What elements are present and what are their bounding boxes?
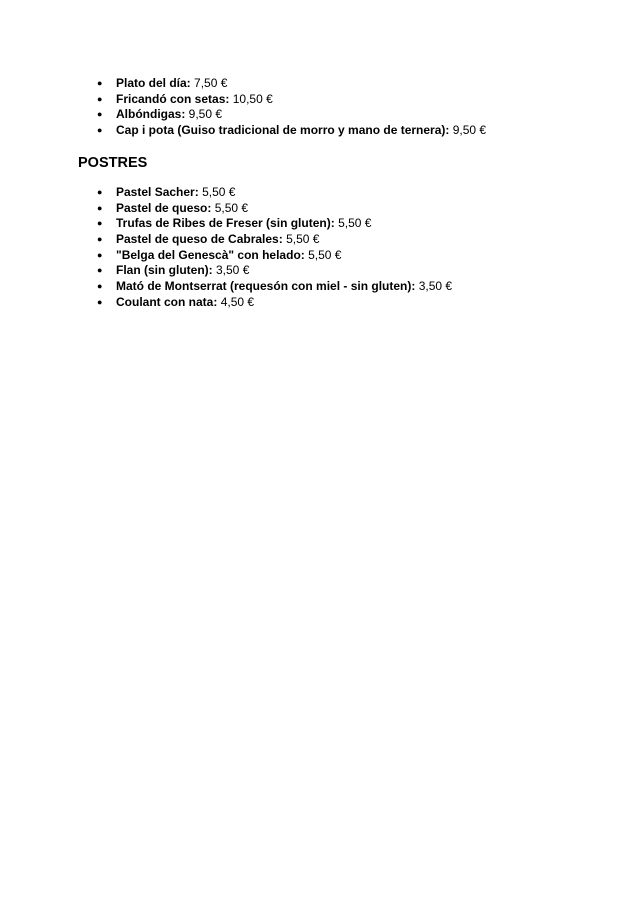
bullet-icon: ● — [97, 265, 103, 276]
section-heading-desserts: POSTRES — [78, 155, 148, 171]
item-name: Pastel Sacher: — [116, 185, 199, 199]
item-price: 5,50 € — [308, 247, 342, 262]
bullet-icon: ● — [97, 109, 103, 120]
item-name: Mató de Montserrat (requesón con miel - sin gluten): — [116, 279, 416, 294]
list-item — [95, 76, 486, 92]
item-name: Plato del día: — [116, 76, 191, 90]
item-name: Flan (sin gluten): — [116, 263, 213, 278]
desserts-list — [95, 185, 452, 311]
bullet-icon: ● — [97, 234, 103, 245]
item-name: Pastel de queso de Cabrales: — [116, 232, 283, 247]
list-item — [95, 279, 452, 295]
item-name: Albóndigas: — [116, 107, 186, 122]
list-item — [95, 123, 486, 139]
item-name: Pastel de queso: — [116, 200, 212, 215]
item-price: 5,50 € — [338, 216, 372, 231]
bullet-icon: ● — [97, 202, 103, 213]
bullet-icon: ● — [97, 125, 103, 136]
bullet-icon: ● — [97, 187, 103, 197]
item-price: 4,50 € — [220, 294, 255, 309]
bullet-icon: ● — [97, 296, 103, 307]
mains-list — [95, 76, 486, 139]
item-name: "Belga del Genescà" con helado: — [116, 247, 305, 262]
item-price: 3,50 € — [216, 263, 250, 278]
item-price: 9,50 € — [452, 123, 487, 138]
item-price: 5,50 € — [202, 185, 236, 199]
item-price: 5,50 € — [286, 232, 320, 247]
item-price: 9,50 € — [188, 107, 223, 122]
bullet-icon: ● — [97, 218, 103, 229]
item-name: Fricandó con setas: — [116, 91, 230, 106]
list-item — [95, 263, 452, 279]
item-price: 7,50 € — [194, 76, 228, 90]
item-price: 3,50 € — [418, 279, 453, 294]
list-item — [95, 216, 452, 232]
item-name: Trufas de Ribes de Freser (sin gluten): — [116, 216, 335, 231]
list-item — [95, 232, 452, 248]
item-name: Coulant con nata: — [116, 294, 218, 309]
list-item — [95, 295, 452, 311]
bullet-icon: ● — [97, 249, 103, 260]
bullet-icon: ● — [97, 78, 103, 88]
list-item — [95, 201, 452, 217]
item-price: 5,50 € — [214, 200, 249, 215]
item-price: 10,50 € — [232, 91, 273, 106]
list-item — [95, 185, 452, 201]
list-item — [95, 107, 486, 123]
bullet-icon: ● — [97, 281, 103, 292]
list-item — [95, 248, 452, 264]
list-item — [95, 92, 486, 108]
item-name: Cap i pota (Guiso tradicional de morro y mano de ternera): — [116, 123, 450, 138]
bullet-icon: ● — [97, 93, 103, 104]
